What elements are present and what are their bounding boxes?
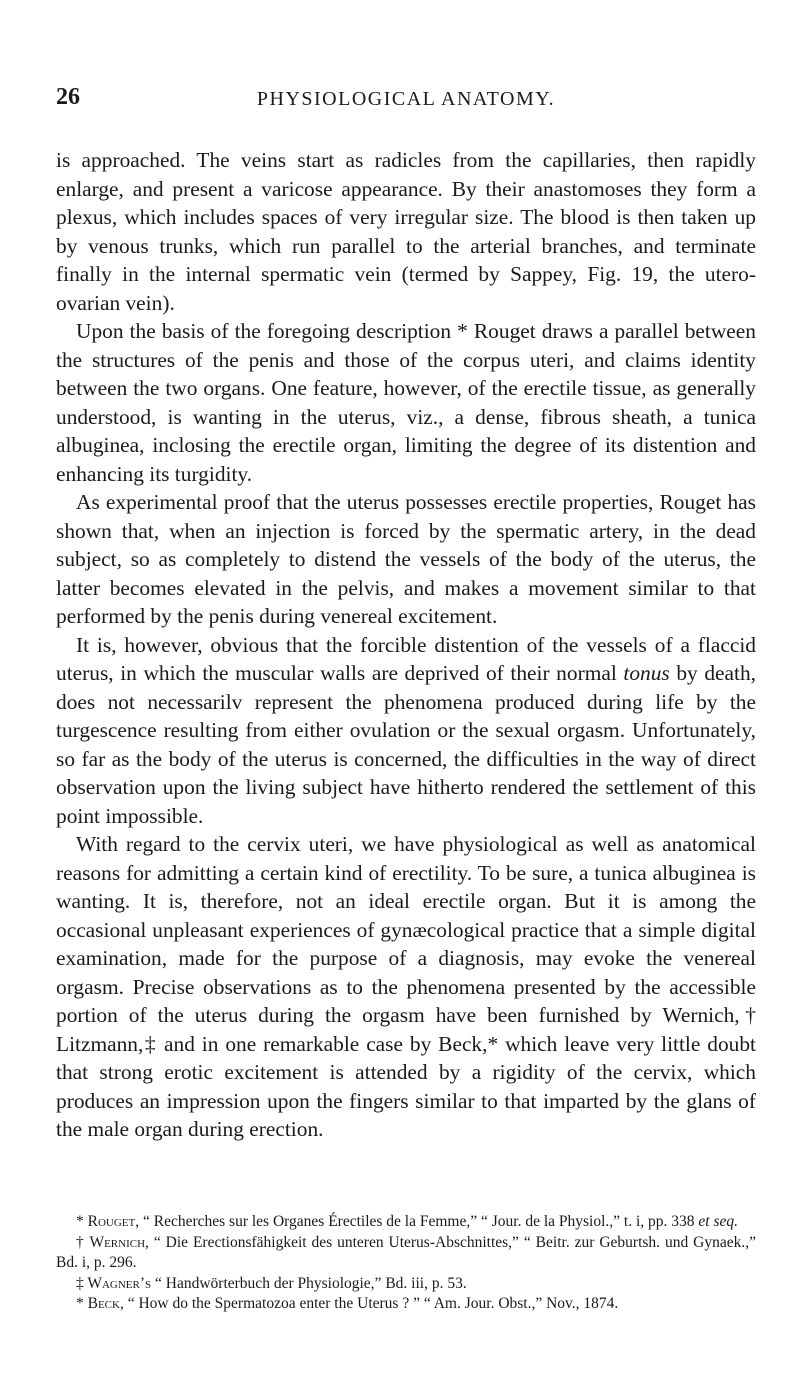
paragraph-text: by death, does not necessarilv represent the phenomena produced during life by the turgescence resulting from either ovulation or the sexual orgasm. Unfortunately, so far as the body of the uterus is concerned, the difficulties in the way of direct observation upon the living subject have hitherto rendered the settlement of this point impossible.	[56, 661, 756, 828]
book-page	[56, 20, 756, 1313]
footnote-text: , “ Recherches sur les Organes Érectiles de la Femme,” “ Jour. de la Physiol.,” t. i, pp. 338	[135, 1213, 699, 1230]
footnote-author: * Beck	[76, 1295, 120, 1313]
footnote	[56, 1294, 756, 1315]
body-text	[56, 146, 756, 1144]
footnote-text: “ Handwörterbuch der Physiologie,” Bd. iii, p. 53.	[151, 1274, 467, 1292]
paragraph-cervix-uteri: With regard to the cervix uteri, we have physiological as well as anatomical reasons for admitting a certain kind of erectility. To be sure, a tunica albuginea is wanting. It is, therefore, not an ideal erectile organ. But it is among the occasional unpleasant experiences of gynæcological practice that a simple digital examination, made for the purpose of a diagnosis, may evoke the venereal orgasm. Precise observations as to the phenomena presented by the accessible portion of the uterus during the orgasm have been furnished by Wernich,† Litzmann,‡ and in one remarkable case by Beck,* which leave very little doubt that strong erotic excitement is attended by a rigidity of the cervix, which produces an impression upon the fingers similar to that imparted by the glans of the male organ during erection.	[56, 832, 756, 1141]
paragraph-continued: is approached. The veins start as radicles from the capillaries, then rapidly enlarge, and present a varicose appearance. By their anastomoses they form a plexus, which includes spaces of very irregular size. The blood is then taken up by venous trunks, which run parallel to the arterial branches, and terminate finally in the internal spermatic vein (termed by Sappey, Fig. 19, the utero-ovarian vein).	[56, 148, 756, 315]
footnote	[56, 1274, 756, 1295]
footnote-text: , “ How do the Spermatozoa enter the Uterus ? ” “ Am. Jour. Obst.,” Nov., 1874.	[119, 1295, 619, 1313]
paragraph-text: It is, however, obvious that the forcible distention of the vessels of a flaccid uterus, in which the muscular walls are deprived of their normal	[56, 632, 756, 685]
footnote-author: † Wernich	[76, 1233, 146, 1251]
paragraph-experimental-proof: As experimental proof that the uterus possesses erectile properties, Rouget has shown that, when an injection is forced by the spermatic artery, in the dead subject, so as completely to distend the vessels of the body of the uterus, the latter becomes elevated in the pelvis, and makes a movement similar to that performed by the penis during venereal excitement.	[56, 490, 756, 628]
footnote-author: ‡ Wagner’s	[76, 1274, 152, 1292]
footnote-text: , “ Die Erectionsfähigkeit des unteren Uterus-Abschnittes,” “ Beitr. zur Geburtsh. und Gynaek.,” Bd. i, p. 296.	[56, 1233, 756, 1272]
italic-term: tonus	[623, 661, 670, 685]
paragraph-forcible-distention	[56, 631, 756, 831]
running-head	[56, 20, 756, 110]
page-number: 26	[56, 84, 80, 110]
footnote	[56, 1233, 756, 1274]
footnote-italic: et seq.	[698, 1213, 739, 1230]
footnotes	[56, 1212, 756, 1315]
paragraph-rouget-parallel: Upon the basis of the foregoing description * Rouget draws a parallel between the structures of the penis and those of the corpus uteri, and claims identity between the two organs. One feature, however, of the erectile tissue, as generally understood, is wanting in the uterus, viz., a dense, fibrous sheath, a tunica albuginea, inclosing the erectile organ, limiting the degree of its distention and enhancing its turgidity.	[56, 319, 756, 486]
footnote-author: * Rouget	[76, 1213, 136, 1230]
footnote	[56, 1212, 756, 1233]
running-title: PHYSIOLOGICAL ANATOMY.	[256, 88, 556, 110]
